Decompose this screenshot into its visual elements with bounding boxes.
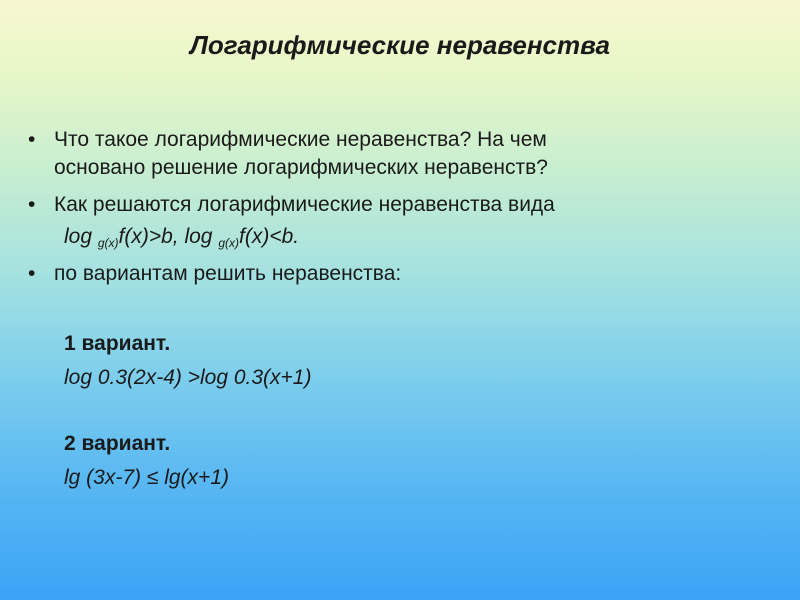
bullet-1-line-1: Что такое логарифмические неравенства? На чем	[54, 128, 547, 151]
formula-log-1: log	[64, 225, 98, 248]
bullet-3-line-1: по вариантам решить неравенства:	[54, 262, 402, 285]
bullet-dot: •	[28, 262, 36, 285]
formula-part-1: f(x)>b, log	[118, 225, 219, 248]
variant-1-heading: 1 вариант.	[64, 332, 171, 355]
formula-base-1: g(x)	[97, 236, 119, 250]
formula-base-2: g(x)	[218, 236, 239, 250]
formula-part-2: f(x)<b.	[239, 225, 300, 248]
bullet-dot: •	[28, 193, 36, 216]
bullet-2-line-1: Как решаются логарифмические неравенства вида	[54, 193, 555, 216]
bullet-1-line-2: основано решение логарифмических неравенств?	[54, 156, 548, 179]
variant-2-expression: lg (3x-7) ≤ lg(x+1)	[64, 466, 229, 489]
slide-title: Логарифмические неравенства	[190, 30, 610, 60]
variant-1-expression: log 0.3(2x-4) >log 0.3(x+1)	[64, 366, 312, 389]
bullet-dot: •	[28, 128, 36, 151]
variant-2-heading: 2 вариант.	[64, 432, 171, 455]
log-inequality-formula	[64, 223, 299, 257]
